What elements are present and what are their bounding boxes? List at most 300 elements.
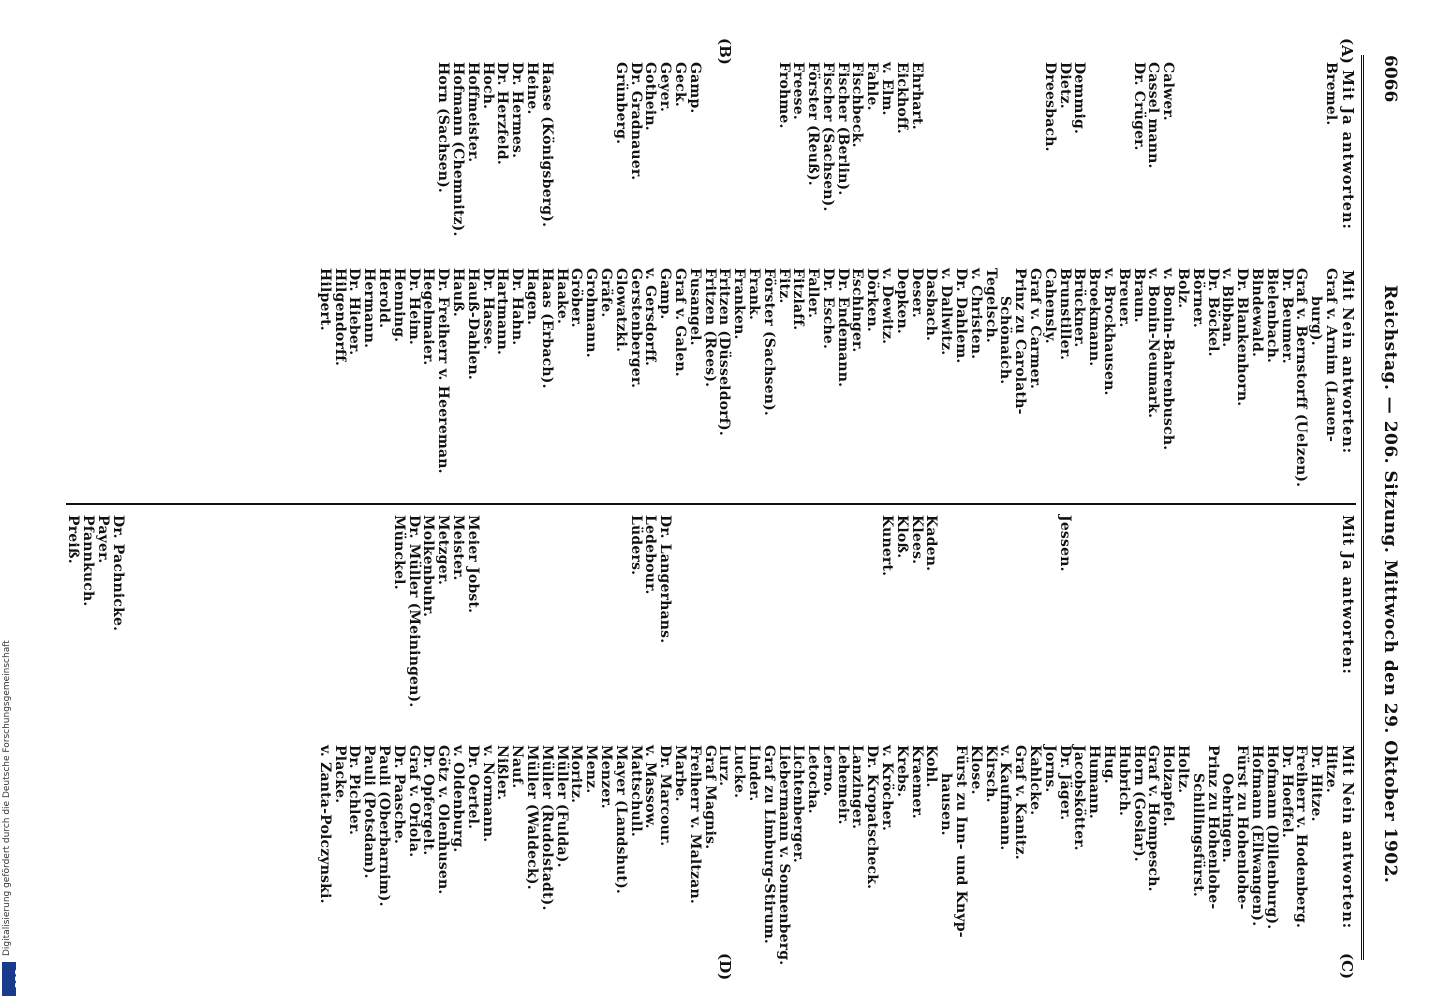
member-name: Dr. Hahn. xyxy=(509,268,526,346)
member-name: Graf v. Hompesch. xyxy=(1145,745,1162,892)
member-name xyxy=(865,515,880,707)
margin-marker-c: (C) xyxy=(1338,953,1356,980)
member-name xyxy=(554,62,569,237)
member-name: Freiherr v. Hodenberg. xyxy=(1293,745,1310,929)
member-name: Gothein. xyxy=(642,62,659,131)
member-name: Dietz. xyxy=(1056,62,1073,109)
member-name: Geck. xyxy=(671,62,688,107)
member-name: Geyer. xyxy=(657,62,674,113)
member-name: Bolz. xyxy=(1175,268,1192,309)
member-name: Freese. xyxy=(790,62,807,120)
member-name: Fürst zu Inn- und Knyp- xyxy=(953,745,970,938)
member-name: Dr. Endemann. xyxy=(834,268,851,388)
member-name: Graf v. Arnim (Lauen- xyxy=(1323,268,1339,443)
member-name: Frohme. xyxy=(775,62,792,129)
member-name xyxy=(347,515,362,707)
member-name: Kaden. xyxy=(923,515,940,572)
member-name: Fürst zu Hohenlohe- xyxy=(1234,745,1251,910)
member-name: Tegelsch. xyxy=(982,268,999,343)
member-name: Menzer. xyxy=(597,745,614,809)
member-name: Calwer. xyxy=(1160,62,1177,121)
member-name: Dr. Freiherr v. Heereman. xyxy=(435,268,452,474)
member-name: Dr. Jäger. xyxy=(1056,745,1073,821)
member-name: Brunstiller. xyxy=(1056,268,1073,361)
member-name: Hartmann. xyxy=(494,268,511,356)
member-name xyxy=(213,515,228,707)
member-name: Graf v. Carmer. xyxy=(1027,268,1044,390)
member-name: Hitze. xyxy=(1323,745,1339,793)
member-name: Nauf. xyxy=(509,745,526,789)
member-name: Dr. Herzfeld. xyxy=(494,62,511,165)
member-name: Dr. Beumer. xyxy=(1278,268,1295,364)
member-name: Börner. xyxy=(1189,268,1206,328)
member-name xyxy=(791,515,806,707)
member-name: Cahensly. xyxy=(1041,268,1058,344)
member-name: Fischbeck. xyxy=(849,62,866,148)
member-name xyxy=(805,515,820,707)
member-name xyxy=(938,62,953,237)
member-name: Hofmann (Ellwangen). xyxy=(1249,745,1266,927)
member-name: Dr. Opfergelt. xyxy=(420,745,437,856)
member-name xyxy=(938,515,953,707)
member-name xyxy=(583,515,598,707)
member-name: Dr. Pichler. xyxy=(346,745,363,836)
member-name: Glowatzki. xyxy=(612,268,629,353)
member-name: Breuer. xyxy=(1115,268,1132,328)
member-name: Fischer (Berlin). xyxy=(834,62,851,196)
member-name: Brückner. xyxy=(1071,268,1088,348)
member-name: Hauß. xyxy=(449,268,466,317)
member-name: Hoch. xyxy=(479,62,496,110)
funding-note: Digitalisierung gefördert durch die Deutsche Forschungsgemeinschaft xyxy=(2,640,12,956)
digitization-sidebar xyxy=(0,0,30,1000)
member-name xyxy=(761,62,776,237)
member-name: Dr. Hitze. xyxy=(1308,745,1325,822)
member-name: v. Massow. xyxy=(642,745,659,829)
member-name: Lüders. xyxy=(627,515,644,576)
member-name: Lurz. xyxy=(716,745,733,787)
member-name: Kohl. xyxy=(923,745,940,788)
member-name xyxy=(598,515,613,707)
member-name: Oehringen. xyxy=(1219,773,1236,863)
member-name: Grohmann. xyxy=(583,268,600,358)
member-name: Graf v. Kanitz. xyxy=(1012,745,1029,860)
member-name xyxy=(776,515,791,707)
member-name: Dr. Crüger. xyxy=(1130,62,1147,151)
member-name: Fritzen (Düsseldorf). xyxy=(716,268,733,436)
member-name: Henning. xyxy=(390,268,407,343)
member-name: Meister. xyxy=(449,515,466,581)
member-name: Marbe. xyxy=(671,745,688,802)
member-name xyxy=(1027,62,1042,237)
member-name: Lucke. xyxy=(731,745,748,799)
member-name: Linder. xyxy=(745,745,762,802)
member-name: Hauß-Dahlen. xyxy=(464,268,481,380)
member-name: v. Bonin-Bahrenbusch. xyxy=(1160,268,1177,451)
member-name: Moritz. xyxy=(568,745,585,804)
member-name: Mayer (Landshut). xyxy=(612,745,629,894)
member-name xyxy=(1101,62,1116,237)
member-name xyxy=(1086,62,1101,237)
member-name: Dr. Hasse. xyxy=(479,268,496,350)
member-name: Placke. xyxy=(331,745,348,804)
member-name xyxy=(125,515,140,707)
member-name xyxy=(1190,515,1205,707)
member-name xyxy=(495,515,510,707)
member-name: Dr. Langerhans. xyxy=(657,515,674,644)
member-name: Molkenbuhr. xyxy=(420,515,437,618)
member-name xyxy=(1308,62,1323,237)
member-name xyxy=(317,515,332,707)
member-name: Fritzen (Rees). xyxy=(701,268,718,388)
member-name: Dr. Heim. xyxy=(405,268,422,345)
member-name: v. Bibban. xyxy=(1219,268,1236,348)
member-name xyxy=(953,515,968,707)
member-name xyxy=(1220,62,1235,237)
member-name xyxy=(1220,515,1235,707)
member-name: Graf Magnis. xyxy=(701,745,718,850)
member-name: Hilgendorff. xyxy=(331,268,348,367)
member-name: Dr. Oertel. xyxy=(464,745,481,830)
member-name: v. Christen. xyxy=(967,268,984,360)
member-name: Gräfe. xyxy=(597,268,614,318)
member-name: Jorns. xyxy=(1041,745,1058,793)
member-name: Frank. xyxy=(745,268,762,321)
member-name: Fitzlaff. xyxy=(790,268,807,331)
name-list-no-left xyxy=(317,268,1338,487)
member-name: Depken. xyxy=(893,268,910,334)
member-name: v. Brockhausen. xyxy=(1101,268,1118,396)
member-name xyxy=(361,515,376,707)
member-name xyxy=(139,515,154,707)
member-name xyxy=(702,515,717,707)
member-name: Bindewald. xyxy=(1249,268,1266,358)
member-name xyxy=(761,515,776,707)
member-name: v. Oldenburg. xyxy=(449,745,466,853)
member-name: Holzapfel. xyxy=(1160,745,1177,827)
member-name xyxy=(169,515,184,707)
member-name: Müller (Waldeck). xyxy=(523,745,540,890)
member-name xyxy=(1131,515,1146,707)
member-name: Ledebour. xyxy=(642,515,659,595)
margin-marker-b: (B) xyxy=(716,38,734,65)
member-name: Förster (Sachsen). xyxy=(760,268,777,416)
member-name: v. Elm. xyxy=(879,62,896,116)
member-name xyxy=(598,62,613,237)
member-name: Bremel. xyxy=(1323,62,1339,126)
member-name: Braun. xyxy=(1130,268,1147,323)
member-name: Graf v. Bernstorff (Uelzen). xyxy=(1293,268,1310,488)
member-name: Menz. xyxy=(583,745,600,794)
page-header xyxy=(1370,55,1406,960)
member-name: Dr. Blankenhorn. xyxy=(1234,268,1251,407)
member-name: Faller. xyxy=(805,268,822,319)
member-name: Dr. Pachnicke. xyxy=(109,515,126,632)
name-list-no-right xyxy=(317,745,1338,965)
member-name: v. Zanta-Polczynski. xyxy=(316,745,333,904)
member-name xyxy=(983,515,998,707)
member-name xyxy=(998,515,1013,707)
member-name: Prinz zu Carolath- xyxy=(1012,268,1029,415)
member-name xyxy=(1072,515,1087,707)
member-name xyxy=(968,515,983,707)
member-name: Dr. Müller (Meiningen). xyxy=(405,515,422,708)
member-name: Lerno. xyxy=(819,745,836,797)
member-name xyxy=(1012,515,1027,707)
member-name: v. Dallwitz. xyxy=(938,268,955,356)
member-name xyxy=(1012,62,1027,237)
member-name: Krebs. xyxy=(893,745,910,798)
member-name: Franken. xyxy=(731,268,748,340)
member-name: Kahlcke. xyxy=(1027,745,1044,816)
member-name xyxy=(1234,515,1249,707)
member-name: Dr. Marcour. xyxy=(657,745,674,847)
member-name: Dr. Esche. xyxy=(819,268,836,350)
member-name xyxy=(1086,515,1101,707)
member-name: Letocha. xyxy=(805,745,822,814)
page-number: 6066 xyxy=(1380,55,1400,103)
member-name: Deser. xyxy=(908,268,925,319)
member-name: v. Normann. xyxy=(479,745,496,843)
member-name: Dörken. xyxy=(864,268,881,332)
member-name: Hug. xyxy=(1101,745,1118,784)
member-name: Bielenbach. xyxy=(1263,268,1280,364)
member-name xyxy=(376,515,391,707)
member-name: v. Kröcher. xyxy=(879,745,896,832)
member-name: v. Bonin-Neumark. xyxy=(1145,268,1162,419)
member-name: Müller (Rudolstadt). xyxy=(538,745,555,911)
member-name: Müller (Fulda). xyxy=(553,745,570,868)
member-name xyxy=(1205,515,1220,707)
member-name: Kloß. xyxy=(893,515,910,559)
member-name xyxy=(1234,62,1249,237)
column-divider xyxy=(66,503,1356,505)
member-name xyxy=(1264,515,1279,707)
member-name: burg). xyxy=(1308,296,1325,346)
member-name xyxy=(1294,515,1309,707)
member-name: Herold. xyxy=(376,268,392,329)
member-name: Horn (Goslar). xyxy=(1130,745,1147,862)
member-name xyxy=(287,515,302,707)
name-list-yes-left xyxy=(435,62,1338,237)
margin-marker-d: (D) xyxy=(716,953,734,981)
member-name xyxy=(1264,62,1279,237)
member-name: Grünberg. xyxy=(612,62,629,145)
member-name: Mattschull. xyxy=(627,745,644,837)
member-name xyxy=(1027,515,1042,707)
member-name: Eschinger. xyxy=(849,268,866,353)
member-name: Haas (Erbach). xyxy=(538,268,555,389)
member-name xyxy=(613,515,628,707)
member-name xyxy=(924,62,939,237)
column-heading-yes-left: Mit Ja antworten: xyxy=(1339,70,1356,230)
member-name: Metzger. xyxy=(435,515,452,586)
member-name: Freiherr v. Maltzan. xyxy=(686,745,703,904)
member-name xyxy=(1308,515,1323,707)
column-heading-yes-right: Mit Ja antworten: xyxy=(1339,515,1356,675)
member-name: Hubrich. xyxy=(1115,745,1132,817)
member-name: Götz v. Olenhusen. xyxy=(435,745,452,895)
column-heading-no-right: Mit Nein antworten: xyxy=(1339,745,1356,930)
member-name: Lanzinger. xyxy=(849,745,866,830)
member-name: Haake. xyxy=(553,268,570,325)
member-name: Payer. xyxy=(94,515,111,564)
member-name: Hilpert. xyxy=(316,268,333,331)
member-name: Preiß. xyxy=(65,515,82,564)
member-name: Kraemer. xyxy=(908,745,925,819)
margin-marker-a: (A) xyxy=(1338,38,1356,64)
member-name: Haase (Königsberg). xyxy=(538,62,555,228)
member-name: Graf zu Limburg-Stirum. xyxy=(760,745,777,944)
member-name: Fitz. xyxy=(775,268,792,304)
member-name xyxy=(1160,515,1175,707)
member-name: Humann. xyxy=(1086,745,1103,819)
member-name xyxy=(583,62,598,237)
member-name xyxy=(1116,515,1131,707)
member-name xyxy=(243,515,258,707)
member-name xyxy=(850,515,865,707)
member-name: v. Gersdorff. xyxy=(642,268,659,367)
member-name: Fischer (Sachsen). xyxy=(819,62,836,212)
member-name: Prinz zu Hohenlohe- xyxy=(1204,745,1221,910)
member-name: Hoffmeister. xyxy=(464,62,481,163)
member-name: Heine. xyxy=(523,62,540,115)
header-title: Reichstag. — 206. Sitzung. Mittwoch den 29. Oktober 1902. xyxy=(1380,285,1400,884)
member-name xyxy=(1279,515,1294,707)
member-name: Lichtenberger. xyxy=(790,745,807,863)
member-name xyxy=(1279,62,1294,237)
member-name: Ehrhart. xyxy=(908,62,925,130)
member-name xyxy=(302,515,317,707)
member-name: Kirsch. xyxy=(982,745,999,803)
member-name: Graf v. Oriola. xyxy=(405,745,422,858)
member-name xyxy=(717,515,732,707)
member-name: Pauli (Potsdam). xyxy=(361,745,378,879)
member-name: Gerstenberger. xyxy=(627,268,644,389)
member-name: Graf v. Galen. xyxy=(671,268,688,377)
member-name xyxy=(332,515,347,707)
member-name xyxy=(554,515,569,707)
member-name: Kunert. xyxy=(879,515,896,577)
member-name: Hagen. xyxy=(523,268,540,326)
member-name xyxy=(820,515,835,707)
member-name: Dr. Dahlem. xyxy=(953,268,970,364)
member-name xyxy=(509,515,524,707)
member-name: v. Dewitz. xyxy=(879,268,896,345)
member-name xyxy=(1175,62,1190,237)
member-name xyxy=(1101,515,1116,707)
member-name: Dr. Gradnauer. xyxy=(627,62,644,181)
member-name xyxy=(731,515,746,707)
member-name: Demmig. xyxy=(1071,62,1088,135)
member-name: Dr. Hoeffel. xyxy=(1278,745,1295,838)
member-name: Förster (Reuß). xyxy=(805,62,822,186)
dfg-logo: DFG xyxy=(2,962,16,996)
member-name: Schillingsfürst. xyxy=(1189,773,1206,897)
member-name: Fahle. xyxy=(864,62,881,111)
member-name: Fusangel. xyxy=(686,268,703,346)
member-name xyxy=(731,62,746,237)
member-name: Pfannkuch. xyxy=(80,515,97,607)
member-name xyxy=(1146,515,1161,707)
member-name xyxy=(687,515,702,707)
member-name xyxy=(480,515,495,707)
member-name xyxy=(273,515,288,707)
member-name xyxy=(1042,515,1057,707)
member-name xyxy=(968,62,983,237)
member-name: Gamp. xyxy=(657,268,674,320)
member-name: Hermann. xyxy=(361,268,378,349)
member-name xyxy=(998,62,1013,237)
member-name: Dr. Böckel. xyxy=(1204,268,1221,357)
member-name: Dasbach. xyxy=(923,268,940,342)
member-name xyxy=(1294,62,1309,237)
member-name: Dr. Kropatscheck. xyxy=(864,745,881,890)
member-name: Klose. xyxy=(967,745,984,795)
member-name xyxy=(702,62,717,237)
member-name: Meier Jobst. xyxy=(464,515,481,614)
member-name: Jessen. xyxy=(1056,515,1073,572)
member-name: Gröber. xyxy=(568,268,585,328)
member-name xyxy=(1323,515,1338,707)
member-name xyxy=(746,62,761,237)
member-name: hausen. xyxy=(938,773,955,836)
member-name xyxy=(1116,62,1131,237)
member-name xyxy=(672,515,687,707)
member-name xyxy=(1249,62,1264,237)
member-name: Jacobskötter. xyxy=(1071,745,1088,851)
member-name: Schönaich. xyxy=(997,296,1014,385)
member-name: Lehemeir. xyxy=(834,745,851,825)
member-name: Hegelmaier. xyxy=(420,268,437,366)
header-rule xyxy=(1361,55,1364,960)
member-name: Dr. Hermes. xyxy=(509,62,526,159)
member-name: Dr. Hieber. xyxy=(346,268,363,356)
member-name xyxy=(717,62,732,237)
member-name: Hofmann (Dillenburg). xyxy=(1263,745,1280,930)
member-name xyxy=(569,515,584,707)
member-name xyxy=(1190,62,1205,237)
member-name xyxy=(524,515,539,707)
member-name: Nißler. xyxy=(494,745,511,801)
member-name: Broekmann. xyxy=(1086,268,1103,367)
member-name xyxy=(953,62,968,237)
member-name: Hofmann (Chemnitz). xyxy=(449,62,466,237)
member-name: Klees. xyxy=(908,515,925,565)
member-name: Dreesbach. xyxy=(1041,62,1058,152)
member-name xyxy=(569,62,584,237)
member-name: Gamp. xyxy=(686,62,703,114)
member-name: Cassel mann. xyxy=(1145,62,1162,169)
member-name xyxy=(1249,515,1264,707)
member-name xyxy=(1205,62,1220,237)
member-name xyxy=(228,515,243,707)
member-name xyxy=(154,515,169,707)
member-name: Münckel. xyxy=(390,515,407,590)
member-name xyxy=(199,515,214,707)
column-heading-no-left: Mit Nein antworten: xyxy=(1339,270,1356,455)
member-name xyxy=(539,515,554,707)
member-name: Eickhoff. xyxy=(893,62,910,134)
member-name: Horn (Sachsen). xyxy=(435,62,452,193)
member-name xyxy=(184,515,199,707)
member-name xyxy=(1175,515,1190,707)
member-name xyxy=(258,515,273,707)
name-list-yes-right xyxy=(65,515,1338,707)
member-name: Holtz. xyxy=(1175,745,1192,794)
member-name: Pauli (Oberbarnim). xyxy=(376,745,392,907)
member-name xyxy=(746,515,761,707)
